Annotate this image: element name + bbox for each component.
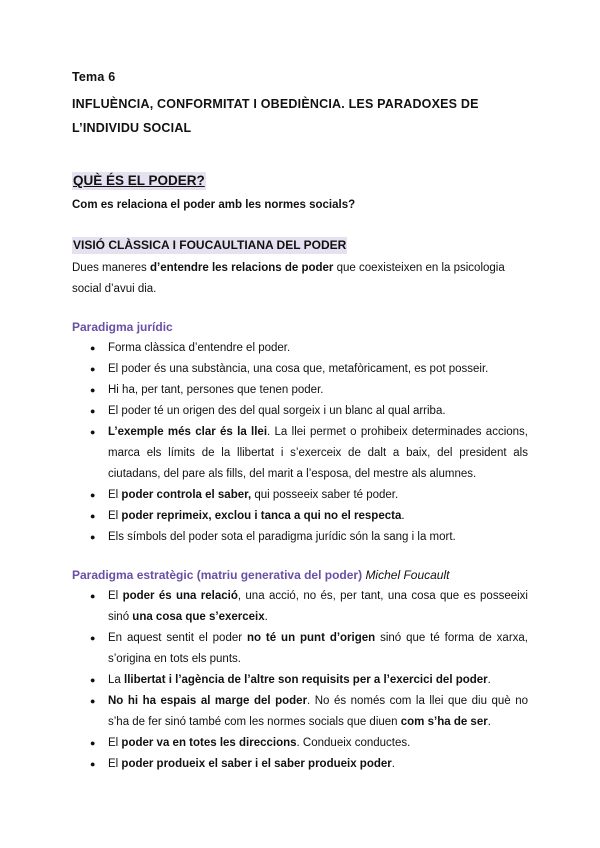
document-title: INFLUÈNCIA, CONFORMITAT I OBEDIÈNCIA. LES PARADOXES DE L’INDIVIDU SOCIAL	[72, 97, 479, 135]
list-item: ● El poder és una relació, una acció, no és, per tant, una cosa que es posseeixi sinó una cosa que s’exerceix.	[72, 586, 528, 628]
section-heading-poder: QUÈ ÉS EL PODER?	[73, 173, 205, 188]
bullet-icon: ●	[90, 511, 96, 521]
list-item: ● El poder té un origen des del qual sorgeix i un blanc al qual arriba.	[72, 401, 528, 422]
list-item: ● La llibertat i l’agència de l’altre son requisits per a l’exercici del poder.	[72, 670, 528, 691]
list-item: ● El poder és una substància, una cosa que, metafòricament, es pot posseir.	[72, 359, 528, 380]
list-item: ● El poder reprimeix, exclou i tanca a qui no el respecta.	[72, 506, 528, 527]
list-item: ● L’exemple més clar és la llei. La llei permet o prohibeix determinades accions, marca els límits de la llibertat i s’exerceix de dalt a baix, del president als ciutadans, del pare als fills, del marit a l’esposa, del mestre als alumnes.	[72, 422, 528, 485]
list-item: ● Hi ha, per tant, persones que tenen poder.	[72, 380, 528, 401]
bullet-icon: ●	[90, 343, 96, 353]
topic-number: Tema 6	[72, 70, 116, 84]
bullet-icon: ●	[90, 696, 96, 706]
juridic-list	[72, 338, 528, 548]
list-item: ● Els símbols del poder sota el paradigma jurídic són la sang i la mort.	[72, 527, 528, 548]
section-question: Com es relaciona el poder amb les normes socials?	[72, 199, 356, 211]
bullet-icon: ●	[90, 406, 96, 416]
estrategic-list	[72, 586, 528, 775]
list-item: ● El poder produeix el saber i el saber produeix poder.	[72, 754, 528, 775]
bullet-icon: ●	[90, 490, 96, 500]
subheading-juridic: Paradigma jurídic	[72, 320, 173, 334]
list-item: ● El poder va en totes les direccions. Condueix conductes.	[72, 733, 528, 754]
bullet-icon: ●	[90, 759, 96, 769]
bullet-icon: ●	[90, 633, 96, 643]
list-item: ● El poder controla el saber, qui posseeix saber té poder.	[72, 485, 528, 506]
bullet-icon: ●	[90, 675, 96, 685]
subheading-estrategic: Paradigma estratègic (matriu generativa del poder) Michel Foucault	[72, 568, 450, 582]
bullet-icon: ●	[90, 738, 96, 748]
bullet-icon: ●	[90, 385, 96, 395]
list-item: ● Forma clàssica d’entendre el poder.	[72, 338, 528, 359]
list-item: ● En aquest sentit el poder no té un punt d’origen sinó que té forma de xarxa, s’origina en tots els punts.	[72, 628, 528, 670]
document-page	[72, 68, 528, 775]
bullet-icon: ●	[90, 364, 96, 374]
bullet-icon: ●	[90, 427, 96, 437]
intro-paragraph: Dues maneres d’entendre les relacions de poder que coexisteixen en la psicologia social d’avui dia.	[72, 262, 505, 295]
section-heading-visio: VISIÓ CLÀSSICA I FOUCAULTIANA DEL PODER	[73, 238, 347, 252]
bullet-icon: ●	[90, 591, 96, 601]
bullet-icon: ●	[90, 532, 96, 542]
author-name: Michel Foucault	[365, 568, 450, 582]
list-item: ● No hi ha espais al marge del poder. No és només com la llei que diu què no s’ha de fer sinó també com les normes socials que diuen com s’ha de ser.	[72, 691, 528, 733]
